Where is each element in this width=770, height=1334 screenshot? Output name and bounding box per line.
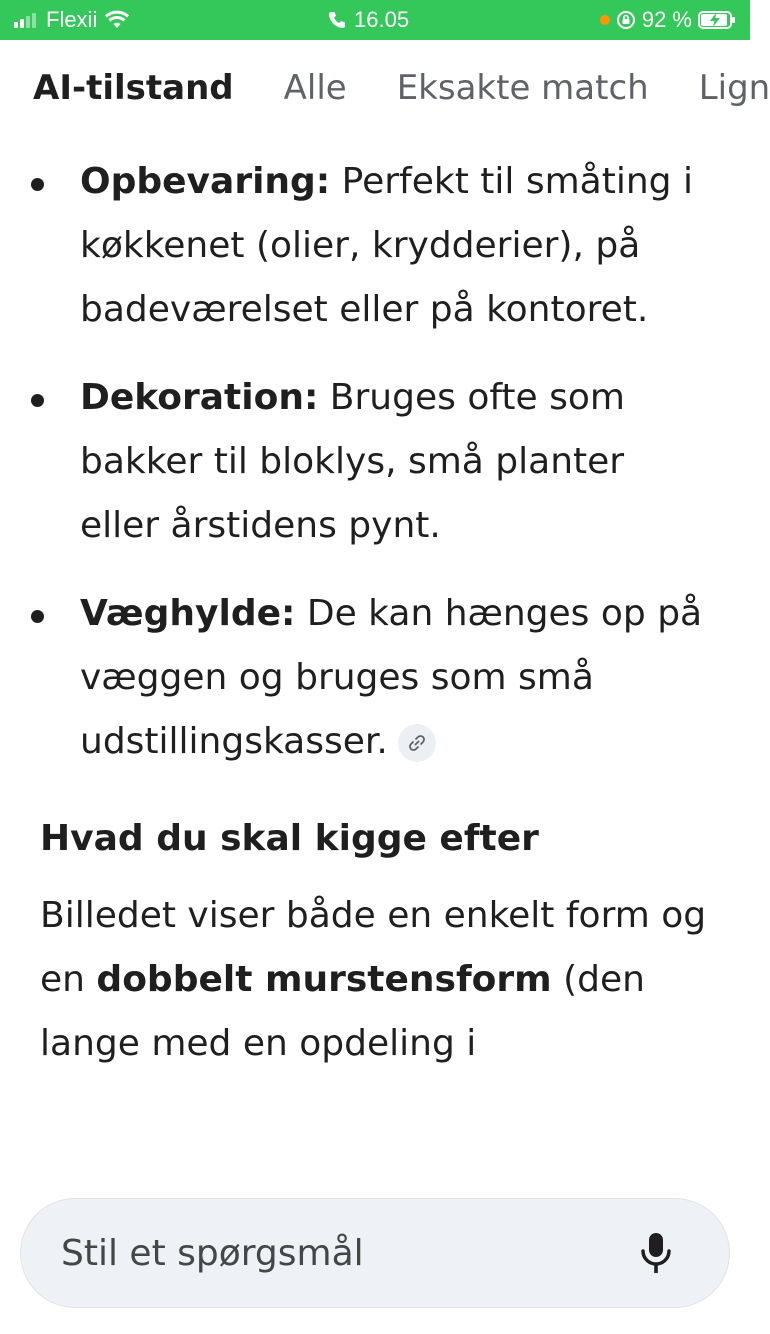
- tab-all[interactable]: Alle: [283, 68, 347, 108]
- phone-icon: [328, 11, 346, 29]
- privacy-indicator-dot: [600, 15, 610, 25]
- mic-icon: [639, 1231, 673, 1275]
- battery-percent: 92 %: [641, 7, 692, 32]
- tab-ai-mode[interactable]: AI-tilstand: [33, 68, 234, 108]
- bullet-term: Væghylde:: [80, 593, 296, 634]
- status-left: [14, 7, 129, 33]
- content-fade: [0, 1150, 750, 1200]
- carrier-name: Flexii: [46, 7, 98, 32]
- ask-input[interactable]: Stil et spørgsmål: [61, 1232, 364, 1274]
- ai-answer-content: [0, 150, 750, 1076]
- status-right: [600, 7, 732, 33]
- status-bar: [0, 0, 750, 40]
- status-center: [328, 7, 409, 33]
- bullet-text: Perfekt til småting i køkkenet (olier, krydderier), på badeværelset eller på kontoret.: [80, 161, 693, 330]
- list-item: [0, 582, 750, 774]
- source-link-button[interactable]: [398, 724, 436, 762]
- list-item: [0, 150, 750, 342]
- bullet-term: Opbevaring:: [80, 161, 331, 202]
- ask-input-bar[interactable]: [20, 1198, 730, 1308]
- bullet-list: [0, 150, 750, 774]
- list-item: [0, 366, 750, 558]
- paragraph-text-end: (den lange med en opdeling i: [40, 959, 645, 1064]
- signal-icon: [14, 12, 38, 28]
- bullet-term: Dekoration:: [80, 377, 319, 418]
- mic-button[interactable]: [639, 1231, 673, 1275]
- tab-exact-match[interactable]: Eksakte match: [396, 68, 649, 108]
- paragraph-text-start: Billedet viser både en enkelt form og en: [40, 895, 707, 1000]
- link-icon: [407, 733, 427, 753]
- orientation-lock-icon: [616, 10, 636, 30]
- battery-icon: [698, 11, 732, 29]
- paragraph-bold-term: dobbelt murstensform: [96, 959, 552, 1000]
- tab-similar[interactable]: Lign: [698, 68, 770, 108]
- wifi-icon: [105, 11, 129, 29]
- section-heading: Hvad du skal kigge efter: [40, 818, 539, 859]
- section-paragraph: [40, 884, 710, 1076]
- search-tabs: [0, 40, 770, 136]
- bullet-text: Bruges ofte som bakker til bloklys, små planter eller årstidens pynt.: [80, 377, 625, 546]
- bullet-text: De kan hænges op på væggen og bruges som små udstillingskasser.: [80, 593, 703, 762]
- status-time: 16.05: [354, 7, 410, 32]
